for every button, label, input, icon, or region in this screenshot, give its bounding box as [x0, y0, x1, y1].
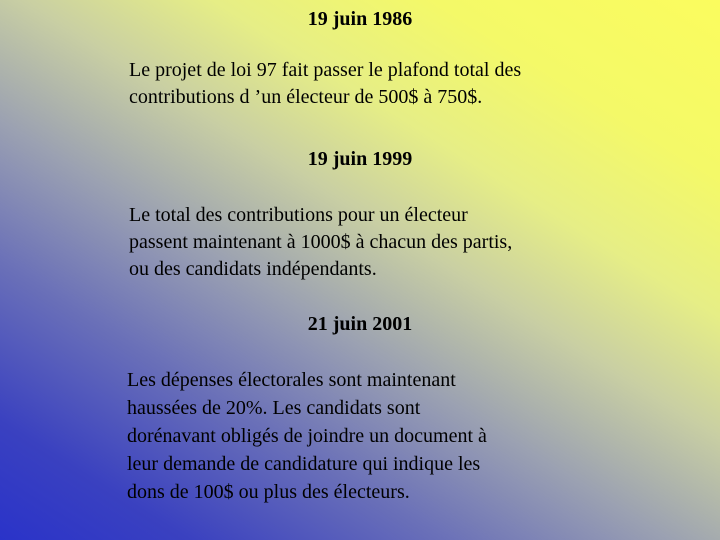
paragraph-2001: Les dépenses électorales sont maintenant haussées de 20%. Les candidats sont dorénavant obligés de joindre un document à leur demande de candidature qui indique les dons de 100$ ou plus des électeurs.: [127, 369, 487, 503]
date-heading-1986: 19 juin 1986: [307, 8, 413, 30]
date-heading-1999: 19 juin 1999: [307, 148, 413, 170]
date-heading-2001: 21 juin 2001: [307, 313, 413, 335]
paragraph-1999: Le total des contributions pour un électeur passent maintenant à 1000$ à chacun des partis, ou des candidats indépendants.: [129, 204, 513, 280]
paragraph-1986: Le projet de loi 97 fait passer le plafond total des contributions d ’un électeur de 500$ à 750$.: [129, 59, 522, 108]
